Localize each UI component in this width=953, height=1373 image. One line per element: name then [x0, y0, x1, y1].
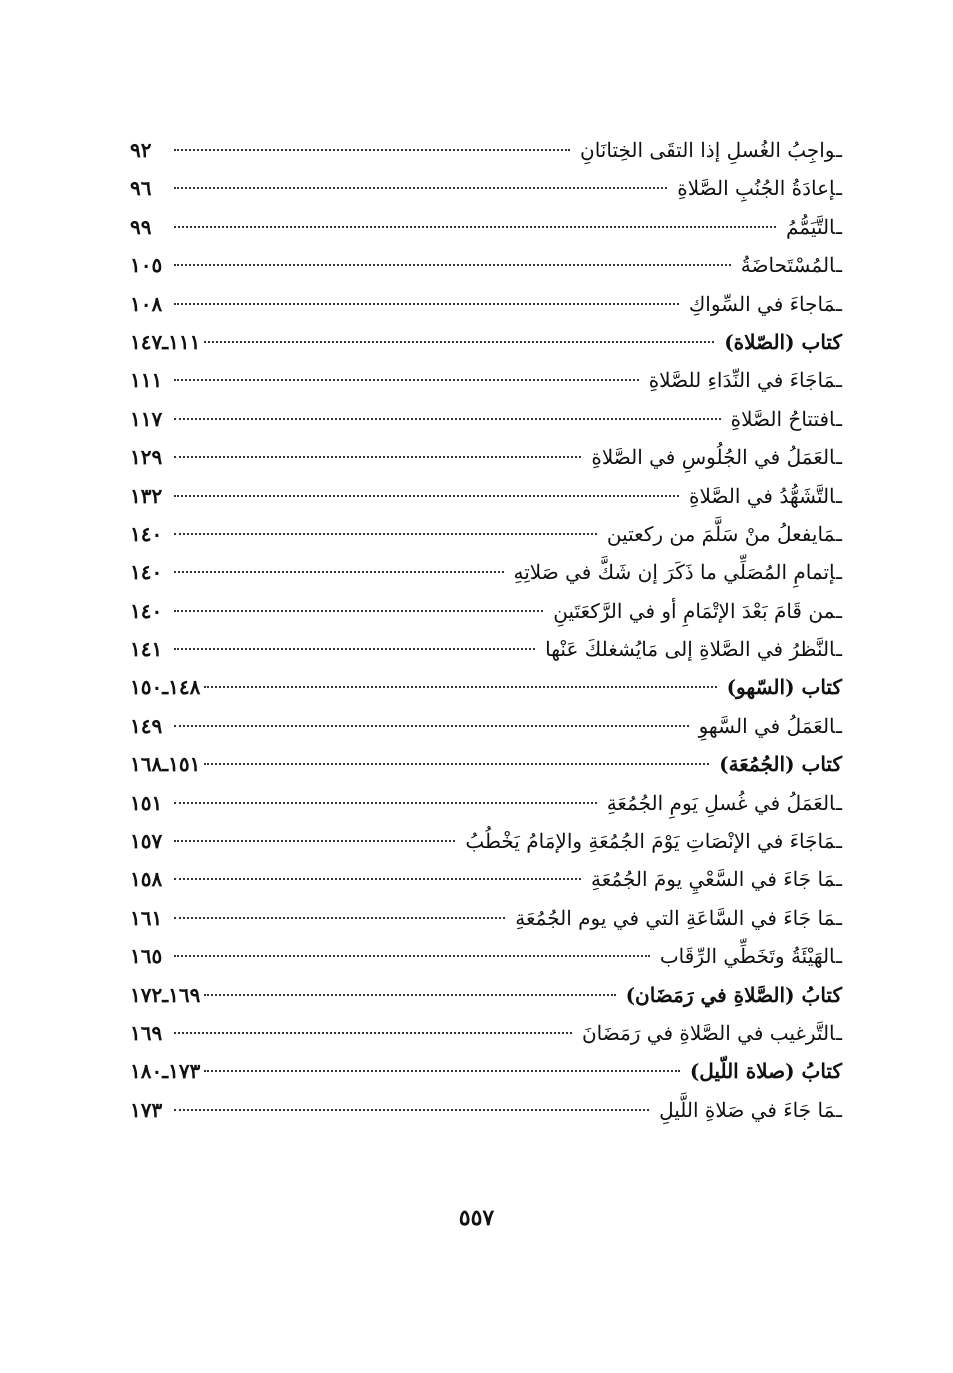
toc-entry-title — [671, 176, 842, 200]
toc-entry-title — [620, 983, 842, 1007]
toc-entry-pages: ١٣٢ — [130, 483, 163, 508]
entry-dash: ـ — [836, 483, 842, 508]
toc-entry-title — [718, 330, 842, 354]
toc-entry — [130, 599, 842, 637]
toc-entry-title — [683, 292, 842, 316]
dot-leader — [174, 840, 455, 842]
toc-entry-pages: ١٠٥ — [130, 253, 163, 278]
toc-entry-title-text: إتمامِ المُصَلِّي ما ذَكَرَ إن شَكَّ في صَلاتِهِ — [513, 560, 836, 585]
toc-entry — [130, 484, 842, 522]
toc-entry-pages: ١٢٩ — [130, 445, 163, 470]
toc-section-heading — [130, 330, 842, 368]
toc-entry-title — [508, 560, 842, 584]
toc-entry-title-text: مَايفعلُ منْ سَلَّمَ من ركعتين — [606, 521, 836, 546]
toc-entry-title-text: كتابُ (صلاة اللّيل) — [689, 1059, 842, 1084]
toc-entry-title — [601, 791, 842, 815]
toc-entry-pages: ٩٦ — [130, 176, 152, 201]
toc-entry-title — [693, 714, 842, 738]
toc-entry — [130, 176, 842, 214]
entry-dash: ـ — [836, 214, 842, 239]
toc-entry-pages: ١٧٣ـ١٨٠ — [130, 1059, 201, 1084]
toc-entry-title — [654, 944, 842, 968]
entry-dash: ـ — [836, 253, 842, 278]
dot-leader — [174, 571, 504, 573]
toc-entry-pages: ٩٩ — [130, 214, 152, 239]
entry-dash: ـ — [836, 560, 842, 585]
toc-entry — [130, 292, 842, 330]
entry-dash: ـ — [836, 406, 842, 431]
dot-leader — [204, 763, 709, 765]
toc-entry-title — [721, 675, 842, 699]
toc-entry-title — [574, 138, 842, 162]
toc-entry — [130, 714, 842, 752]
dot-leader — [174, 379, 639, 381]
toc-entry-title — [725, 407, 842, 431]
dot-leader — [174, 226, 776, 228]
dot-leader — [204, 686, 716, 688]
toc-entry-title — [539, 637, 842, 661]
toc-entry-pages: ١٤٩ — [130, 713, 163, 738]
toc-entry-pages: ١٤٨ـ١٥٠ — [130, 675, 201, 700]
toc-entry — [130, 522, 842, 560]
toc-entry — [130, 944, 842, 982]
toc-entry — [130, 138, 842, 176]
toc-entry-title — [780, 215, 842, 239]
dot-leader — [174, 648, 535, 650]
toc-entry — [130, 906, 842, 944]
toc-section-heading — [130, 675, 842, 713]
dot-leader — [174, 917, 505, 919]
entry-dash: ـ — [836, 521, 842, 546]
toc-entry-title-text: افتتاحُ الصَّلاةِ — [730, 406, 836, 431]
toc-entry — [130, 637, 842, 675]
toc-entry-pages: ١٦٩ — [130, 1020, 163, 1045]
toc-entry-title-text: العَمَلُ في غُسلِ يَومِ الجُمُعَةِ — [606, 790, 836, 815]
dot-leader — [174, 878, 581, 880]
entry-dash: ـ — [836, 1097, 842, 1122]
toc-entry-title-text: مَاجَاءَ في النِّدَاءِ للصَّلاةِ — [648, 368, 836, 393]
page-number: ٥٥٧ — [458, 1205, 495, 1231]
toc-entry-title — [601, 522, 842, 546]
entry-dash: ـ — [836, 138, 842, 162]
toc-entry — [130, 407, 842, 445]
toc-entry — [130, 829, 842, 867]
toc-entry-title-text: مَاجاءَ في السِّواكِ — [688, 291, 836, 316]
entry-dash: ـ — [836, 637, 842, 662]
toc-entry-pages: ١٥٧ — [130, 829, 163, 854]
toc-entry-title-text: النَّظرُ في الصَّلاةِ إلى مَايُشغلكَ عَنْها — [545, 637, 836, 662]
entry-dash: ـ — [836, 829, 842, 854]
toc-section-heading — [130, 1059, 842, 1097]
toc-entry-pages: ١٥١ — [130, 790, 163, 815]
toc-entry-title-text: كتاب (السّهو) — [726, 675, 842, 700]
entry-dash: ـ — [836, 176, 842, 201]
toc-entry — [130, 253, 842, 291]
toc-entry-pages: ١٥٨ — [130, 867, 163, 892]
dot-leader — [204, 341, 714, 343]
toc-entry-pages: ١٧٣ — [130, 1097, 163, 1122]
toc-entry-title-text: العَمَلُ في الجُلُوسِ في الصَّلاةِ — [591, 445, 836, 470]
toc-entry-pages: ١١١ — [130, 368, 163, 393]
entry-dash: ـ — [836, 905, 842, 930]
toc-entry-pages: ١٦٩ـ١٧٢ — [130, 982, 201, 1007]
toc-entry-pages: ١١١ـ١٤٧ — [130, 329, 201, 354]
toc-entry-title — [735, 253, 842, 277]
toc-entry-title-text: من قَامَ بَعْدَ الإتْمَامِ أو في الرَّكعَتَينِ — [553, 598, 836, 623]
toc-entry-title — [547, 599, 842, 623]
dot-leader — [174, 264, 731, 266]
toc-entry — [130, 867, 842, 905]
dot-leader — [174, 802, 597, 804]
dot-leader — [174, 187, 667, 189]
toc-section-heading — [130, 752, 842, 790]
toc-entry-title — [653, 1098, 842, 1122]
toc-entry — [130, 1098, 842, 1136]
toc-entry-title-text: مَا جَاءَ في السَّاعَةِ التي في يوم الجُمُعَةِ — [515, 905, 836, 930]
toc-entry-title-text: كتاب (الصّلاة) — [724, 329, 842, 354]
toc-entry-pages: ١٤٠ — [130, 560, 163, 585]
entry-dash: ـ — [836, 867, 842, 892]
toc-entry — [130, 1021, 842, 1059]
toc-entry-pages: ١٦٥ — [130, 944, 163, 969]
entry-dash: ـ — [836, 598, 842, 623]
toc-entry-title-text: التَّيَمُّمُ — [786, 214, 836, 239]
dot-leader — [174, 610, 543, 612]
entry-dash: ـ — [836, 944, 842, 969]
entry-dash: ـ — [836, 445, 842, 470]
entry-dash: ـ — [836, 368, 842, 393]
dot-leader — [174, 495, 679, 497]
toc-entry-title — [459, 829, 842, 853]
dot-leader — [174, 456, 581, 458]
toc-entry-title-text: إعادَةُ الجُنُبِ الصَّلاةِ — [677, 176, 836, 201]
dot-leader — [174, 418, 721, 420]
toc-entry-title — [684, 1059, 842, 1083]
toc-entry-title — [585, 445, 842, 469]
entry-dash: ـ — [836, 713, 842, 738]
dot-leader — [204, 994, 615, 996]
toc-entry — [130, 791, 842, 829]
toc-entry-title-text: كتابُ (الصَّلاةِ في رَمَضَان) — [625, 982, 842, 1007]
toc-entry-pages: ٩٢ — [130, 138, 152, 162]
toc-entry-title-text: مَا جَاءَ في السَّعْيِ يومَ الجُمُعَةِ — [591, 867, 836, 892]
dot-leader — [174, 533, 597, 535]
toc-entry-pages: ١٤٠ — [130, 521, 163, 546]
dot-leader — [174, 1109, 649, 1111]
toc-entry-title — [585, 867, 842, 891]
table-of-contents — [130, 138, 842, 1136]
toc-entry — [130, 445, 842, 483]
toc-entry-pages: ١٤١ — [130, 637, 163, 662]
toc-entry-title-text: التَّرغيب في الصَّلاةِ في رَمَضَانَ — [581, 1020, 836, 1045]
dot-leader — [174, 1032, 572, 1034]
toc-entry-pages: ١٤٠ — [130, 598, 163, 623]
toc-section-heading — [130, 983, 842, 1021]
toc-entry-title-text: المُسْتَحاضَةُ — [740, 253, 836, 278]
toc-entry-title-text: الهَيْئَةُ وتَخَطِّي الرِّقَاب — [659, 944, 836, 969]
toc-entry-title — [509, 906, 842, 930]
toc-entry-title-text: كتاب (الجُمُعَة) — [719, 752, 842, 777]
toc-entry-title-text: مَاجَاءَ في الإنْصَاتِ يَوْمَ الجُمُعَةِ والإمَامُ يَخْطُبُ — [465, 829, 836, 854]
entry-dash: ـ — [836, 291, 842, 316]
toc-entry-pages: ١٠٨ — [130, 291, 163, 316]
toc-entry-pages: ١٥١ـ١٦٨ — [130, 752, 201, 777]
toc-entry-title — [576, 1021, 842, 1045]
dot-leader — [174, 303, 679, 305]
toc-entry-title-text: العَمَلُ في السَّهوِ — [698, 713, 836, 738]
dot-leader — [174, 149, 570, 151]
toc-entry-title — [713, 752, 842, 776]
dot-leader — [174, 725, 689, 727]
toc-entry-title-text: مَا جَاءَ في صَلاةِ اللَّيلِ — [659, 1097, 836, 1122]
toc-entry-pages: ١٦١ — [130, 905, 163, 930]
toc-entry-title — [683, 484, 842, 508]
toc-entry-title — [643, 368, 842, 392]
toc-entry-title-text: التَّشَهُّدُ في الصَّلاةِ — [689, 483, 836, 508]
toc-entry-title-text: واجِبُ الغُسلِ إذا التقَى الخِتانَانِ — [580, 138, 836, 162]
entry-dash: ـ — [836, 790, 842, 815]
toc-entry — [130, 368, 842, 406]
dot-leader — [204, 1070, 679, 1072]
dot-leader — [174, 955, 650, 957]
toc-entry — [130, 560, 842, 598]
toc-entry-pages: ١١٧ — [130, 406, 163, 431]
toc-entry — [130, 215, 842, 253]
entry-dash: ـ — [836, 1020, 842, 1045]
